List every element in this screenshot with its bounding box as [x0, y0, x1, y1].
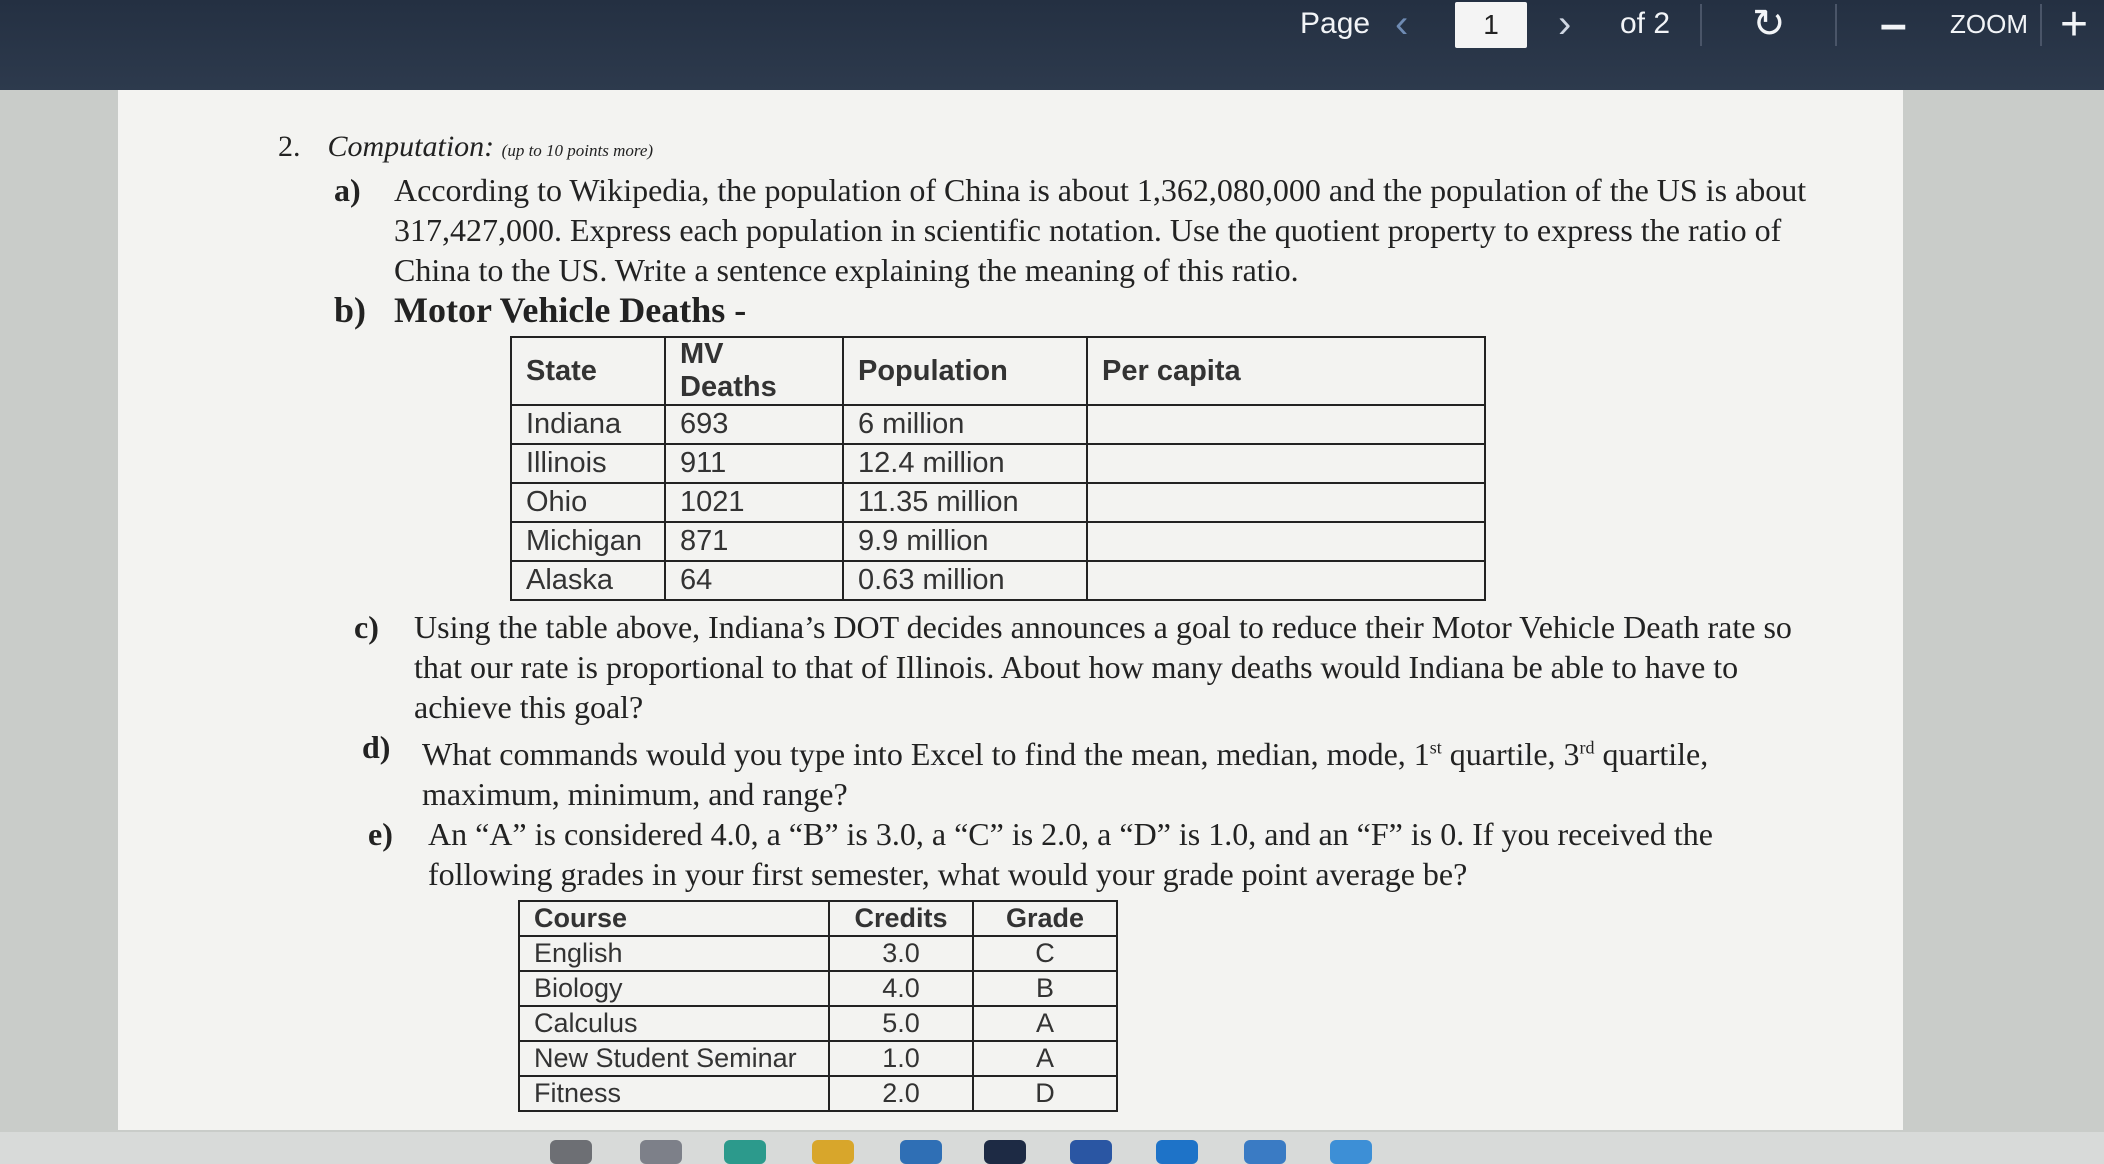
table-cell: 4.0 — [829, 971, 973, 1006]
table-cell: 1021 — [665, 483, 843, 522]
table-cell: B — [973, 971, 1117, 1006]
table-cell — [1087, 405, 1485, 444]
question-a — [334, 170, 1838, 290]
document-content — [278, 130, 1838, 1112]
taskbar-app-icon[interactable] — [900, 1140, 942, 1164]
toolbar-divider — [1835, 4, 1837, 46]
table-header: State — [511, 337, 665, 405]
pdf-toolbar — [0, 0, 2104, 90]
table-row — [511, 405, 1485, 444]
chevron-left-icon[interactable]: ‹ — [1395, 1, 1409, 46]
question-c-text: Using the table above, Indiana’s DOT decides announces a goal to reduce their Motor Vehicle Death rate so that our rate is proportional to that of Illinois. About how many deaths would Indiana be able to have to achieve this goal? — [414, 609, 1792, 725]
table-cell: English — [519, 936, 829, 971]
table-cell: 9.9 million — [843, 522, 1087, 561]
question-e-label: e) — [368, 815, 393, 852]
question-d-text — [422, 736, 1708, 812]
table-cell: 64 — [665, 561, 843, 600]
rotate-icon[interactable]: ↻ — [1752, 2, 1786, 46]
taskbar-app-icon[interactable] — [550, 1140, 592, 1164]
question-e — [368, 814, 1838, 894]
taskbar-app-icon[interactable] — [1156, 1140, 1198, 1164]
table-row — [511, 561, 1485, 600]
question-d-text-part: quartile, 3 — [1441, 735, 1580, 772]
table-row — [519, 936, 1117, 971]
question-a-label: a) — [334, 172, 361, 208]
table-row — [511, 522, 1485, 561]
table-cell: 3.0 — [829, 936, 973, 971]
question-d-label: d) — [362, 729, 391, 765]
toolbar-divider — [2040, 4, 2042, 46]
table-cell: Ohio — [511, 483, 665, 522]
table-cell: New Student Seminar — [519, 1041, 829, 1076]
table-row — [519, 1076, 1117, 1111]
section-title: Computation: — [327, 130, 495, 163]
table-cell — [1087, 561, 1485, 600]
mv-deaths-table — [510, 336, 1486, 601]
question-d-text-part: quartile, maximum, minimum, and range? — [422, 735, 1709, 812]
plus-icon[interactable]: + — [2060, 0, 2089, 51]
taskbar-app-icon[interactable] — [724, 1140, 766, 1164]
table-header: Population — [843, 337, 1087, 405]
table-row — [519, 1006, 1117, 1041]
table-header: Grade — [973, 901, 1117, 936]
grades-table — [518, 900, 1118, 1112]
table-cell — [1087, 522, 1485, 561]
taskbar-app-icon[interactable] — [640, 1140, 682, 1164]
question-d-text-part: What commands would you type into Excel to find the mean, median, mode, 1 — [422, 735, 1430, 772]
taskbar-app-icon[interactable] — [1244, 1140, 1286, 1164]
table-cell: A — [973, 1041, 1117, 1076]
question-b-label: b) — [334, 290, 367, 330]
taskbar — [0, 1132, 2104, 1164]
question-b-text: Motor Vehicle Deaths - — [394, 290, 747, 330]
section-note: (up to 10 points more) — [501, 141, 654, 160]
taskbar-app-icon[interactable] — [1070, 1140, 1112, 1164]
question-a-text: According to Wikipedia, the population of China is about 1,362,080,000 and the population of the US is about 317,427,000. Express each population in scientific notation. Use the quotient property to express the ratio of China to the US. Write a sentence explaining the meaning of this ratio. — [394, 172, 1807, 288]
table-cell: Fitness — [519, 1076, 829, 1111]
taskbar-app-icon[interactable] — [1330, 1140, 1372, 1164]
toolbar-divider — [1700, 4, 1702, 46]
question-e-text: An “A” is considered 4.0, a “B” is 3.0, a “C” is 2.0, a “D” is 1.0, and an “F” is 0. If you received the following grades in your first semester, what would your grade point average be? — [428, 815, 1713, 892]
page-count-label: of 2 — [1620, 7, 1671, 40]
table-cell: 11.35 million — [843, 483, 1087, 522]
section-heading — [278, 130, 1838, 164]
table-cell: 0.63 million — [843, 561, 1087, 600]
superscript: st — [1429, 737, 1442, 757]
table-cell: 693 — [665, 405, 843, 444]
table-header: Credits — [829, 901, 973, 936]
table-header: MV Deaths — [665, 337, 843, 405]
table-cell: D — [973, 1076, 1117, 1111]
table-cell: Illinois — [511, 444, 665, 483]
table-header: Per capita — [1087, 337, 1485, 405]
table-row — [519, 971, 1117, 1006]
page-label: Page — [1300, 7, 1371, 40]
table-cell: Biology — [519, 971, 829, 1006]
table-cell: 2.0 — [829, 1076, 973, 1111]
table-header-row — [511, 337, 1485, 405]
table-cell: 911 — [665, 444, 843, 483]
question-c — [354, 607, 1838, 727]
section-number: 2. — [278, 130, 301, 163]
table-row — [519, 1041, 1117, 1076]
table-header-row — [519, 901, 1117, 936]
table-cell: C — [973, 936, 1117, 971]
table-cell: 1.0 — [829, 1041, 973, 1076]
question-d — [362, 727, 1838, 814]
table-cell: Calculus — [519, 1006, 829, 1041]
table-cell: 871 — [665, 522, 843, 561]
table-cell: A — [973, 1006, 1117, 1041]
table-row — [511, 483, 1485, 522]
zoom-label: ZOOM — [1950, 8, 2028, 39]
question-c-label: c) — [354, 609, 379, 645]
minus-icon[interactable]: – — [1880, 0, 1907, 51]
table-cell: Indiana — [511, 405, 665, 444]
table-header: Course — [519, 901, 829, 936]
superscript: rd — [1579, 737, 1595, 757]
table-cell — [1087, 483, 1485, 522]
question-b — [334, 290, 1838, 330]
table-cell: 5.0 — [829, 1006, 973, 1041]
table-cell: 6 million — [843, 405, 1087, 444]
page-number-input[interactable]: 1 — [1455, 2, 1527, 48]
taskbar-app-icon[interactable] — [812, 1140, 854, 1164]
document-page — [118, 90, 1903, 1130]
table-cell: Michigan — [511, 522, 665, 561]
table-cell: Alaska — [511, 561, 665, 600]
table-cell — [1087, 444, 1485, 483]
chevron-right-icon[interactable]: › — [1558, 1, 1572, 46]
table-row — [511, 444, 1485, 483]
table-cell: 12.4 million — [843, 444, 1087, 483]
taskbar-app-icon[interactable] — [984, 1140, 1026, 1164]
